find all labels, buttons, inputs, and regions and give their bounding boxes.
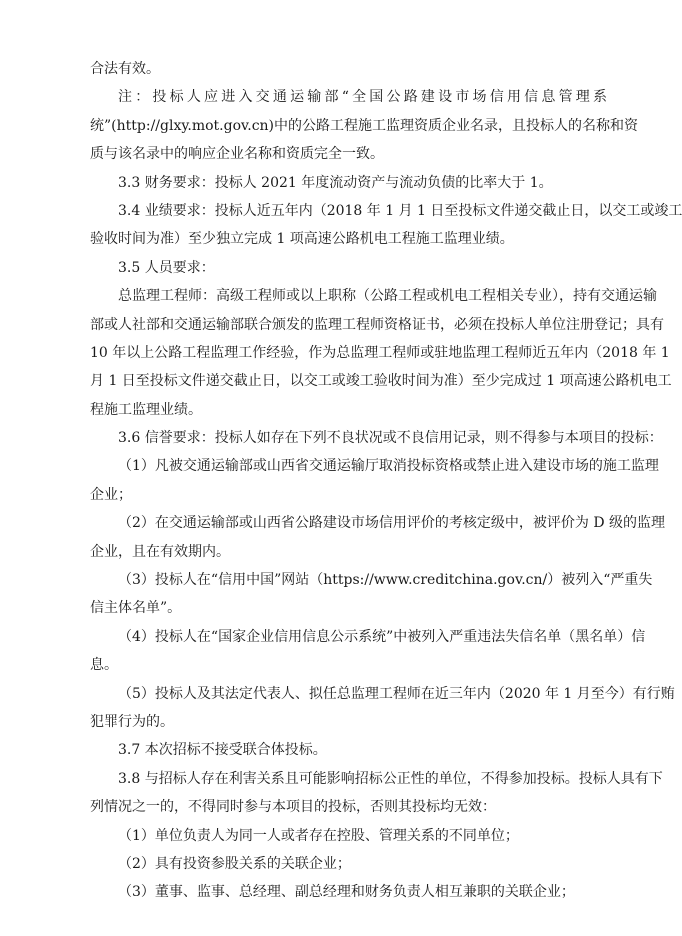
text-line: 总监理工程师：高级工程师或以上职称（公路工程或机电工程相关专业），持有交通运输	[118, 288, 657, 305]
text-line: （1）凡被交通运输部或山西省交通运输厅取消投标资格或禁止进入建设市场的施工监理	[118, 458, 659, 475]
text-line: 10 年以上公路工程监理工作经验，作为总监理工程师或驻地监理工程师近五年内（2018 年 1	[90, 344, 670, 361]
text-line: 3.4 业绩要求：投标人近五年内（2018 年 1 月 1 日至投标文件递交截止日，以交工或竣工	[118, 202, 682, 219]
text-line: （2）具有投资参股关系的关联企业；	[118, 855, 351, 872]
text-line: 列情况之一的，不得同时参与本项目的投标，否则其投标均无效：	[90, 799, 496, 816]
text-line: 注：投标人应进入交通运输部“全国公路建设市场信用信息管理系	[118, 89, 607, 106]
text-line: （2）在交通运输部或山西省公路建设市场信用评价的考核定级中，被评价为 D 级的监理	[118, 515, 666, 532]
text-line: 3.5 人员要求：	[118, 259, 215, 276]
text-line: 信主体名单”。	[90, 600, 182, 617]
text-line: 息。	[90, 657, 118, 674]
text-line: （4）投标人在“国家企业信用信息公示系统”中被列入严重违法失信名单（黑名单）信	[118, 628, 646, 645]
text-line: 统”(http://glxy.mot.gov.cn)中的公路工程施工监理资质企业名录，且投标人的名称和资	[90, 117, 639, 134]
text-line: 企业，且在有效期内。	[90, 543, 230, 560]
text-line: 3.6 信誉要求：投标人如存在下列不良状况或不良信用记录，则不得参与本项目的投标：	[118, 430, 663, 447]
text-line: （1）单位负责人为同一人或者存在控股、管理关系的不同单位；	[118, 827, 519, 844]
document-page	[90, 55, 682, 907]
text-line: 企业；	[90, 486, 132, 503]
text-line: （3）董事、监事、总经理、副总经理和财务负责人相互兼职的关联企业；	[118, 884, 575, 901]
text-line: 部或人社部和交通运输部联合颁发的监理工程师资格证书，必须在投标人单位注册登记；具有	[90, 316, 664, 333]
text-line: 质与该名录中的响应企业名称和资质完全一致。	[90, 146, 384, 163]
text-line: 3.7 本次招标不接受联合体投标。	[118, 742, 327, 759]
text-line: 合法有效。	[90, 61, 160, 77]
text-line: 程施工监理业绩。	[90, 401, 202, 418]
text-line: 验收时间为准）至少独立完成 1 项高速公路机电工程施工监理业绩。	[90, 231, 514, 248]
text-line: （3）投标人在“信用中国”网站（https://www.creditchina.gov.cn/）被列入“严重失	[118, 572, 653, 589]
text-line: （5）投标人及其法定代表人、拟任总监理工程师在近三年内（2020 年 1 月至今）有行贿	[118, 685, 675, 702]
text-line: 犯罪行为的。	[90, 713, 174, 730]
text-line: 3.3 财务要求：投标人 2021 年度流动资产与流动负债的比率大于 1。	[118, 174, 553, 191]
text-line: 月 1 日至投标文件递交截止日，以交工或竣工验收时间为准）至少完成过 1 项高速公路机电工	[90, 373, 672, 390]
text-line: 3.8 与招标人存在利害关系且可能影响招标公正性的单位，不得参加投标。投标人具有下	[118, 770, 663, 787]
